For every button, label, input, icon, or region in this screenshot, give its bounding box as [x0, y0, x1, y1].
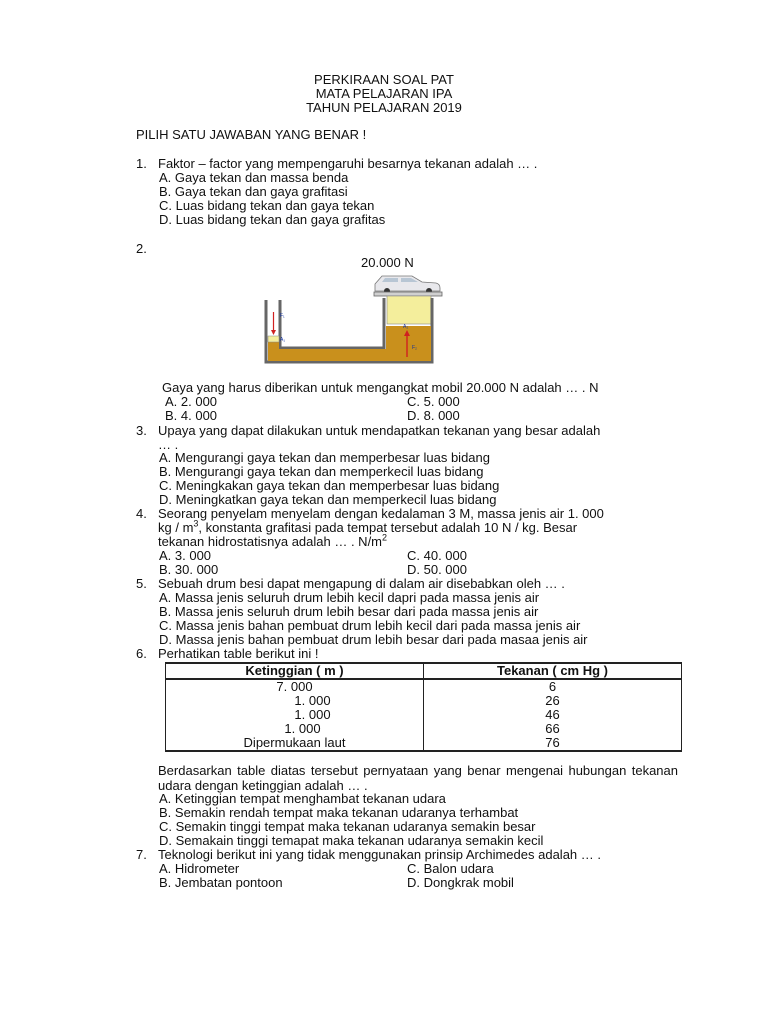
q7-text: Teknologi berikut ini yang tidak menggunakan prinsip Archimedes adalah … .	[158, 847, 601, 862]
q4-option-d: D. 50. 000	[407, 562, 467, 577]
q2-force-label: 20.000 N	[361, 255, 414, 270]
table-cell-pressure: 46	[424, 708, 682, 722]
q3-option-b: B. Mengurangi gaya tekan dan memperkecil luas bidang	[159, 464, 484, 479]
table-header-row	[166, 663, 682, 679]
q7-number: 7.	[136, 847, 147, 862]
table-cell-pressure: 6	[424, 679, 682, 694]
q4-number: 4.	[136, 506, 147, 521]
q1-option-c: C. Luas bidang tekan dan gaya tekan	[159, 198, 375, 213]
q5-text: Sebuah drum besi dapat mengapung di dalam air disebabkan oleh … .	[158, 576, 565, 591]
q2-number: 2.	[136, 241, 147, 256]
table-row	[166, 694, 682, 708]
q2-option-c: C. 5. 000	[407, 394, 460, 409]
a1-label: A₁	[280, 337, 286, 343]
table-cell-pressure: 76	[424, 736, 682, 751]
q3-number: 3.	[136, 423, 147, 438]
doc-title-line3: TAHUN PELAJARAN 2019	[306, 100, 462, 115]
table-row	[166, 679, 682, 694]
q2-option-d: D. 8. 000	[407, 408, 460, 423]
table-row	[166, 736, 682, 751]
q7-option-a: A. Hidrometer	[159, 861, 240, 876]
q1-option-a: A. Gaya tekan dan massa benda	[159, 170, 349, 185]
q7-option-b: B. Jembatan pontoon	[159, 875, 283, 890]
q3-option-d: D. Meningkatkan gaya tekan dan memperkecil luas bidang	[159, 492, 497, 507]
f1-label: F₁	[280, 313, 285, 319]
q1-option-d: D. Luas bidang tekan dan gaya grafitas	[159, 212, 386, 227]
q6-option-a: A. Ketinggian tempat menghambat tekanan udara	[159, 791, 446, 806]
q4-option-a: A. 3. 000	[159, 548, 212, 563]
q5-option-a: A. Massa jenis seluruh drum lebih kecil dapri pada massa jenis air	[159, 590, 540, 605]
q2-option-b: B. 4. 000	[165, 408, 218, 423]
q4-option-c: C. 40. 000	[407, 548, 467, 563]
q1-number: 1.	[136, 156, 147, 171]
car-icon	[375, 276, 440, 294]
q6-text: Perhatikan table berikut ini !	[158, 646, 319, 661]
table-cell-altitude: 7. 000	[166, 679, 424, 694]
table-header-pressure: Tekanan ( cm Hg )	[424, 663, 682, 679]
f2-label: F₂	[412, 345, 417, 351]
q1-text: Faktor – factor yang mempengaruhi besarnya tekanan adalah … .	[158, 156, 538, 171]
q7-option-d: D. Dongkrak mobil	[407, 875, 514, 890]
pressure-table	[165, 662, 682, 752]
table-row	[166, 722, 682, 736]
q7-option-c: C. Balon udara	[407, 861, 494, 876]
q6-option-c: C. Semakin tinggi tempat maka tekanan udaranya semakin besar	[159, 819, 536, 834]
q6-option-d: D. Semakain tinggi temapat maka tekanan udaranya semakin kecil	[159, 833, 544, 848]
q3-option-c: C. Meningkakan gaya tekan dan memperbesar luas bidang	[159, 478, 500, 493]
doc-title-line1: PERKIRAAN SOAL PAT	[314, 72, 454, 87]
table-cell-pressure: 26	[424, 694, 682, 708]
q4-line3: tekanan hidrostatisnya adalah … . $N/m^2$	[158, 532, 388, 549]
table-row	[166, 708, 682, 722]
q6-number: 6.	[136, 646, 147, 661]
q5-number: 5.	[136, 576, 147, 591]
q5-option-d: D. Massa jenis bahan pembuat drum lebih besar dari pada masaa jenis air	[159, 632, 588, 647]
table-cell-altitude: 1. 000	[166, 694, 424, 708]
q2-option-a: A. 2. 000	[165, 394, 218, 409]
table-cell-altitude: 1. 000	[166, 708, 424, 722]
q4-line1: Seorang penyelam menyelam dengan kedalaman 3 M, massa jenis air 1. 000	[158, 506, 604, 521]
hydraulic-press-figure	[262, 270, 446, 368]
q5-option-b: B. Massa jenis seluruh drum lebih besar dari pada massa jenis air	[159, 604, 539, 619]
a2-label: A₂	[403, 324, 409, 330]
instruction: PILIH SATU JAWABAN YANG BENAR !	[136, 127, 367, 142]
q4-option-b: B. 30. 000	[159, 562, 219, 577]
q4-line2: kg / $m^3$, konstanta grafitasi pada tempat tersebut adalah 10 N / kg. Besar	[158, 518, 578, 535]
q6-paragraph: Berdasarkan table diatas tersebut pernyataan yang benar mengenai hubungan tekanan udara dengan ketinggian adalah … .	[158, 763, 678, 793]
q5-option-c: C. Massa jenis bahan pembuat drum lebih kecil dari pada massa jenis air	[159, 618, 581, 633]
table-cell-altitude: 1. 000	[166, 722, 424, 736]
q2-text: Gaya yang harus diberikan untuk mengangkat mobil 20.000 N adalah … . N	[162, 380, 599, 395]
doc-title-line2: MATA PELAJARAN IPA	[315, 86, 453, 101]
q3-text: Upaya yang dapat dilakukan untuk mendapatkan tekanan yang besar adalah	[158, 423, 601, 438]
table-header-altitude: Ketinggian ( m )	[166, 663, 424, 679]
q3-option-a: A. Mengurangi gaya tekan dan memperbesar luas bidang	[159, 450, 490, 465]
q3-text-cont: … .	[158, 437, 179, 452]
q1-option-b: B. Gaya tekan dan gaya grafitasi	[159, 184, 348, 199]
q6-option-b: B. Semakin rendah tempat maka tekanan udaranya terhambat	[159, 805, 519, 820]
table-cell-altitude: Dipermukaan laut	[166, 736, 424, 751]
table-cell-pressure: 66	[424, 722, 682, 736]
